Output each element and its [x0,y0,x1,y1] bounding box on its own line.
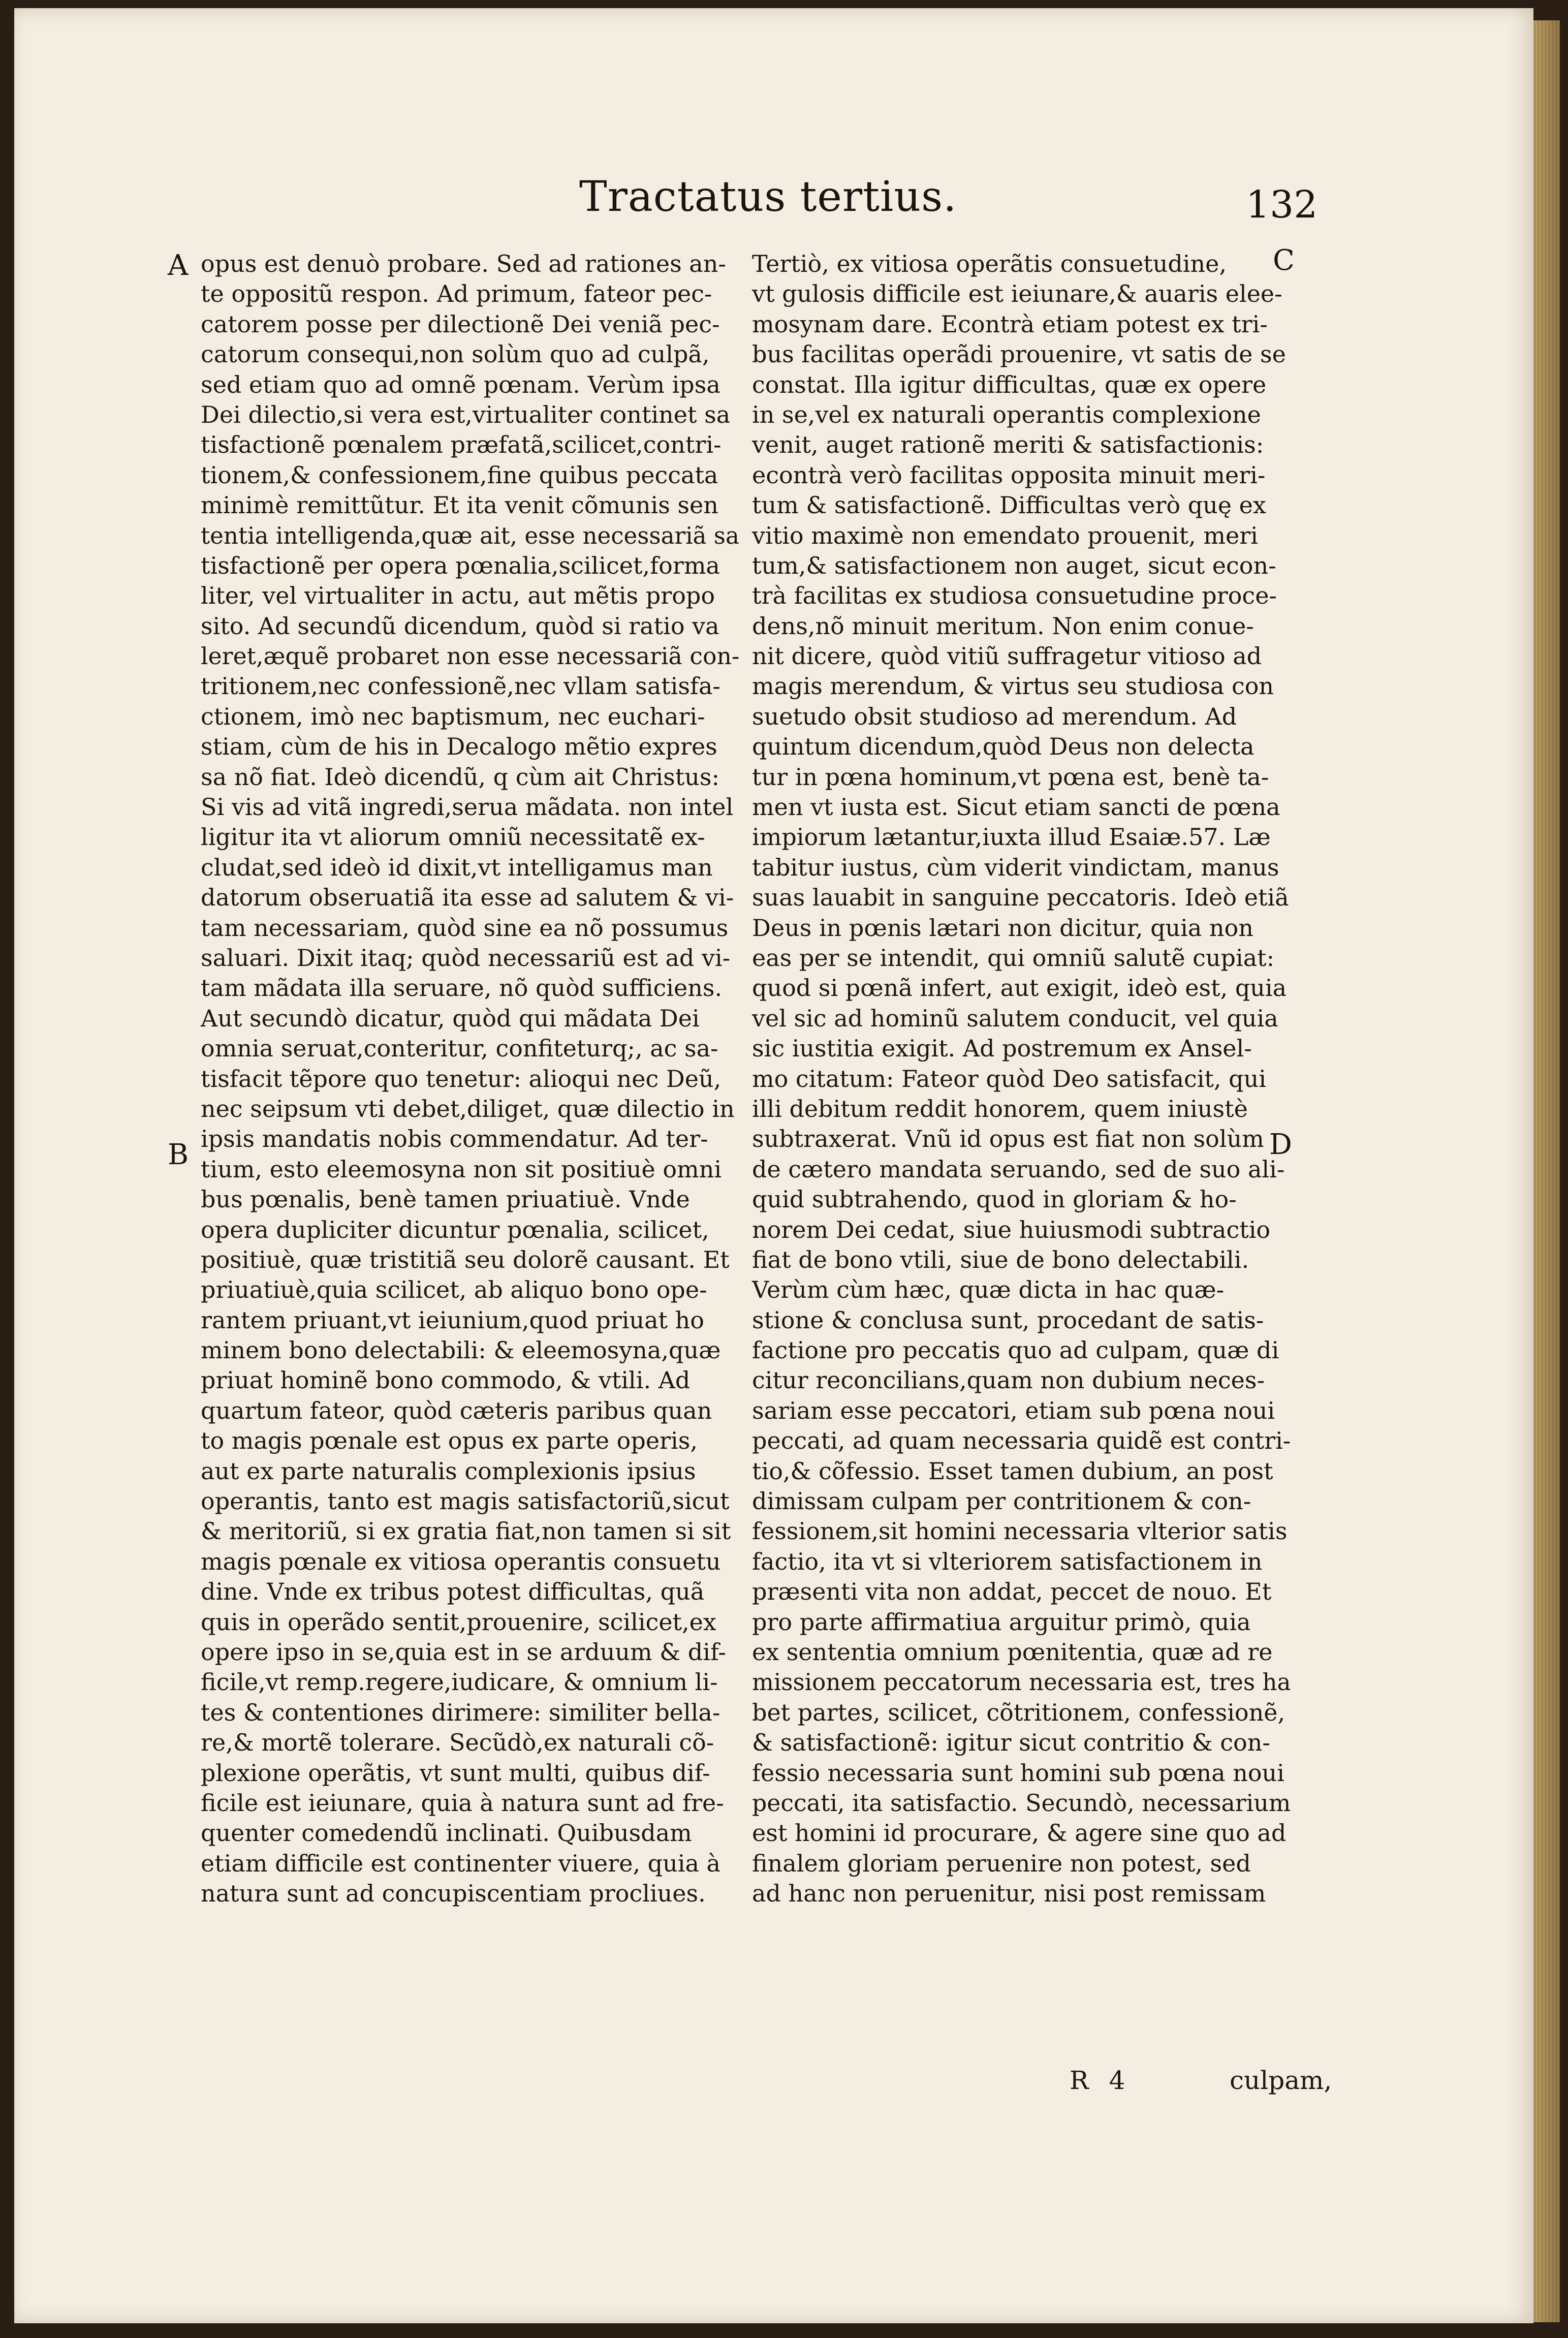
text-line: opus est denuò probare. Sed ad rationes an- [201,250,726,277]
text-line: Dei dilectio,si vera est,virtualiter continet sa [201,400,731,428]
text-line: suetudo obsit studioso ad merendum. Ad [752,702,1237,730]
text-line: citur reconcilians,quam non dubium neces- [752,1366,1265,1394]
text-line: subtraxerat. Vnũ id opus est fiat non solùm [752,1125,1264,1153]
text-line: tionem,& confessionem,fine quibus peccata [201,461,718,489]
text-line: Si vis ad vitã ingredi,serua mãdata. non intel [201,793,734,821]
text-line: positiuè, quæ tristitiã seu dolorẽ causant. Et [201,1245,730,1273]
text-line: tam necessariam, quòd sine ea nõ possumus [201,914,729,942]
text-line: est homini id procurare, & agere sine quo ad [752,1819,1287,1847]
text-line: sito. Ad secundũ dicendum, quòd si ratio va [201,612,719,640]
text-line: peccati, ad quam necessaria quidẽ est contri- [752,1427,1291,1455]
text-line: catorum consequi,non solùm quo ad culpã, [201,340,710,368]
text-line: minimè remittũtur. Et ita venit cõmunis sen [201,491,718,519]
text-line: tritionem,nec confessionẽ,nec vllam satisfa- [201,672,720,700]
signature-mark [1070,2066,1145,2095]
text-line: operantis, tanto est magis satisfactoriũ,sicut [201,1487,730,1515]
margin-letter-b: B [168,1138,189,1171]
page-number: 132 [1246,183,1318,227]
text-line: illi debitum reddit honorem, quem iniustè [752,1095,1248,1123]
signature-number: 4 [1109,2066,1125,2095]
text-line: sa nõ fiat. Ideò dicendũ, q cùm ait Christus: [201,763,719,791]
text-line: tur in pœna hominum,vt pœna est, benè ta- [752,763,1269,791]
text-line: trà facilitas ex studiosa consuetudine proce- [752,582,1277,610]
text-line: tam mãdata illa seruare, nõ quòd sufficiens. [201,974,723,1002]
text-line: tisfacit tẽpore quo tenetur: alioqui nec Deũ, [201,1065,722,1093]
text-line: quintum dicendum,quòd Deus non delecta [752,733,1255,761]
text-line: ligitur ita vt aliorum omniũ necessitatẽ ex- [201,823,705,851]
text-line: to magis pœnale est opus ex parte operis, [201,1427,698,1455]
margin-letter-a: A [168,249,189,282]
text-line: quod si pœnã infert, aut exigit, ideò est, quia [752,974,1287,1002]
text-line: ficile est ieiunare, quia à natura sunt ad fre- [201,1789,724,1817]
text-line: tum,& satisfactionem non auget, sicut econ- [752,551,1276,579]
text-line: & meritoriũ, si ex gratia fiat,non tamen si sit [201,1517,731,1545]
text-line: tium, esto eleemosyna non sit positiuè omni [201,1155,722,1183]
text-line: fiat de bono vtili, siue de bono delectabili. [752,1245,1249,1273]
text-line: bus pœnalis, benè tamen priuatiuè. Vnde [201,1186,690,1213]
text-line: dimissam culpam per contritionem & con- [752,1487,1251,1515]
text-line: impiorum lætantur,iuxta illud Esaiæ.57. Læ [752,823,1271,851]
margin-letter-c: C [1273,244,1295,277]
text-line: præsenti vita non addat, peccet de nouo. Et [752,1578,1272,1606]
text-line: stione & conclusa sunt, procedant de satis- [752,1306,1264,1334]
text-line: eas per se intendit, qui omniũ salutẽ cupiat: [752,944,1275,972]
text-line: vt gulosis difficile est ieiunare,& auaris elee- [752,280,1282,308]
text-line: peccati, ita satisfactio. Secundò, necessarium [752,1789,1291,1817]
text-line: men vt iusta est. Sicut etiam sancti de pœna [752,793,1280,821]
text-line: tisfactionẽ pœnalem præfatã,scilicet,contri- [201,431,722,459]
text-line: constat. Illa igitur difficultas, quæ ex opere [752,370,1267,398]
text-line: nit dicere, quòd vitiũ suffragetur vitioso ad [752,642,1262,670]
text-line: re,& mortẽ tolerare. Secũdò,ex naturali cõ- [201,1729,714,1757]
text-line: pro parte affirmatiua arguitur primò, quia [752,1608,1251,1636]
signature-letter: R [1070,2066,1089,2095]
text-line: rantem priuant,vt ieiunium,quod priuat ho [201,1306,704,1334]
text-line: quartum fateor, quòd cæteris paribus quan [201,1396,712,1424]
text-line: opere ipso in se,quia est in se arduum & dif- [201,1638,726,1666]
text-line: sariam esse peccatori, etiam sub pœna noui [752,1396,1275,1424]
margin-letter-d: D [1269,1128,1292,1161]
text-line: bet partes, scilicet, cõtritionem, confessionẽ, [752,1698,1285,1726]
text-line: suas lauabit in sanguine peccatoris. Ideò etiã [752,884,1289,912]
text-line: ad hanc non peruenitur, nisi post remissam [752,1880,1266,1908]
right-text-column [752,249,1291,1909]
text-line: vitio maximè non emendato prouenit, meri [752,521,1258,549]
text-line: dens,nõ minuit meritum. Non enim conue- [752,612,1254,640]
text-line: Tertiò, ex vitiosa operãtis consuetudine, [752,250,1227,277]
text-line: saluari. Dixit itaq; quòd necessariũ est ad vi- [201,944,731,972]
text-line: quis in operãdo sentit,prouenire, scilicet,ex [201,1608,716,1636]
text-line: liter, vel virtualiter in actu, aut mẽtis propo [201,582,715,610]
text-line: dine. Vnde ex tribus potest difficultas, quã [201,1578,705,1606]
text-line: aut ex parte naturalis complexionis ipsius [201,1457,696,1485]
text-line: missionem peccatorum necessaria est, tres ha [752,1668,1291,1696]
text-line: tum & satisfactionẽ. Difficultas verò quę ex [752,491,1266,519]
text-line: cludat,sed ideò id dixit,vt intelligamus man [201,853,713,881]
text-line: omnia seruat,conteritur, confiteturq;, ac sa- [201,1035,718,1063]
text-line: ficile,vt remp.regere,iudicare, & omnium li- [201,1668,718,1696]
text-line: catorem posse per dilectionẽ Dei veniã pec- [201,310,720,338]
text-line: bus facilitas operãdi prouenire, vt satis de se [752,340,1286,368]
text-line: minem bono delectabili: & eleemosyna,quæ [201,1336,721,1364]
text-line: magis merendum, & virtus seu studiosa con [752,672,1274,700]
text-line: in se,vel ex naturali operantis complexione [752,400,1261,428]
text-line: tabitur iustus, cùm viderit vindictam, manus [752,853,1279,881]
catchword: culpam, [1230,2066,1332,2095]
text-line: & satisfactionẽ: igitur sicut contritio & con- [752,1729,1270,1757]
text-line: tio,& cõfessio. Esset tamen dubium, an post [752,1457,1273,1485]
text-line: fessio necessaria sunt homini sub pœna noui [752,1759,1284,1787]
text-line: econtrà verò facilitas opposita minuit meri- [752,461,1266,489]
text-line: priuatiuè,quia scilicet, ab aliquo bono ope- [201,1276,707,1304]
text-line: de cætero mandata seruando, sed de suo ali- [752,1155,1285,1183]
text-line: Verùm cùm hæc, quæ dicta in hac quæ- [752,1276,1225,1304]
text-line: etiam difficile est continenter viuere, quia à [201,1849,720,1877]
text-line: factio, ita vt si vlteriorem satisfactionem in [752,1547,1263,1575]
text-line: tes & contentiones dirimere: similiter bella- [201,1698,720,1726]
text-line: leret,æquẽ probaret non esse necessariã con- [201,642,740,670]
text-line: plexione operãtis, vt sunt multi, quibus dif- [201,1759,710,1787]
text-line: Deus in pœnis lætari non dicitur, quia non [752,914,1253,942]
text-line: vel sic ad hominũ salutem conducit, vel quia [752,1004,1278,1032]
left-text-column [201,249,739,1909]
text-line: natura sunt ad concupiscentiam procliues. [201,1880,706,1908]
text-line: sed etiam quo ad omnẽ pœnam. Verùm ipsa [201,370,720,398]
text-line: quenter comedendũ inclinati. Quibusdam [201,1819,692,1847]
running-title: Tractatus tertius. [579,173,957,221]
text-line: ipsis mandatis nobis commendatur. Ad ter- [201,1125,708,1153]
text-line: ctionem, imò nec baptismum, nec euchari- [201,702,705,730]
text-line: fessionem,sit homini necessaria vlterior satis [752,1517,1288,1545]
text-line: datorum obseruatiã ita esse ad salutem & vi- [201,884,734,912]
text-line: opera dupliciter dicuntur pœnalia, scilicet, [201,1215,709,1243]
text-line: venit, auget rationẽ meriti & satisfactionis: [752,431,1264,459]
text-line: tentia intelligenda,quæ ait, esse necessariã sa [201,521,739,549]
text-line: factione pro peccatis quo ad culpam, quæ di [752,1336,1279,1364]
text-line: te oppositũ respon. Ad primum, fateor pec- [201,280,712,308]
text-line: priuat hominẽ bono commodo, & vtili. Ad [201,1366,691,1394]
text-line: magis pœnale ex vitiosa operantis consuetu [201,1547,721,1575]
text-line: finalem gloriam peruenire non potest, sed [752,1849,1251,1877]
text-line: mosynam dare. Econtrà etiam potest ex tri- [752,310,1268,338]
text-line: sic iustitia exigit. Ad postremum ex Ansel- [752,1035,1252,1063]
text-line: Aut secundò dicatur, quòd qui mãdata Dei [201,1004,700,1032]
text-line: quid subtrahendo, quod in gloriam & ho- [752,1186,1237,1213]
text-line: tisfactionẽ per opera pœnalia,scilicet,forma [201,551,720,579]
text-line: ex sententia omnium pœnitentia, quæ ad re [752,1638,1273,1666]
text-line: norem Dei cedat, siue huiusmodi subtractio [752,1215,1271,1243]
text-line: stiam, cùm de his in Decalogo mẽtio expres [201,733,717,761]
text-line: mo citatum: Fateor quòd Deo satisfacit, qui [752,1065,1266,1093]
text-line: nec seipsum vti debet,diliget, quæ dilectio in [201,1095,735,1123]
